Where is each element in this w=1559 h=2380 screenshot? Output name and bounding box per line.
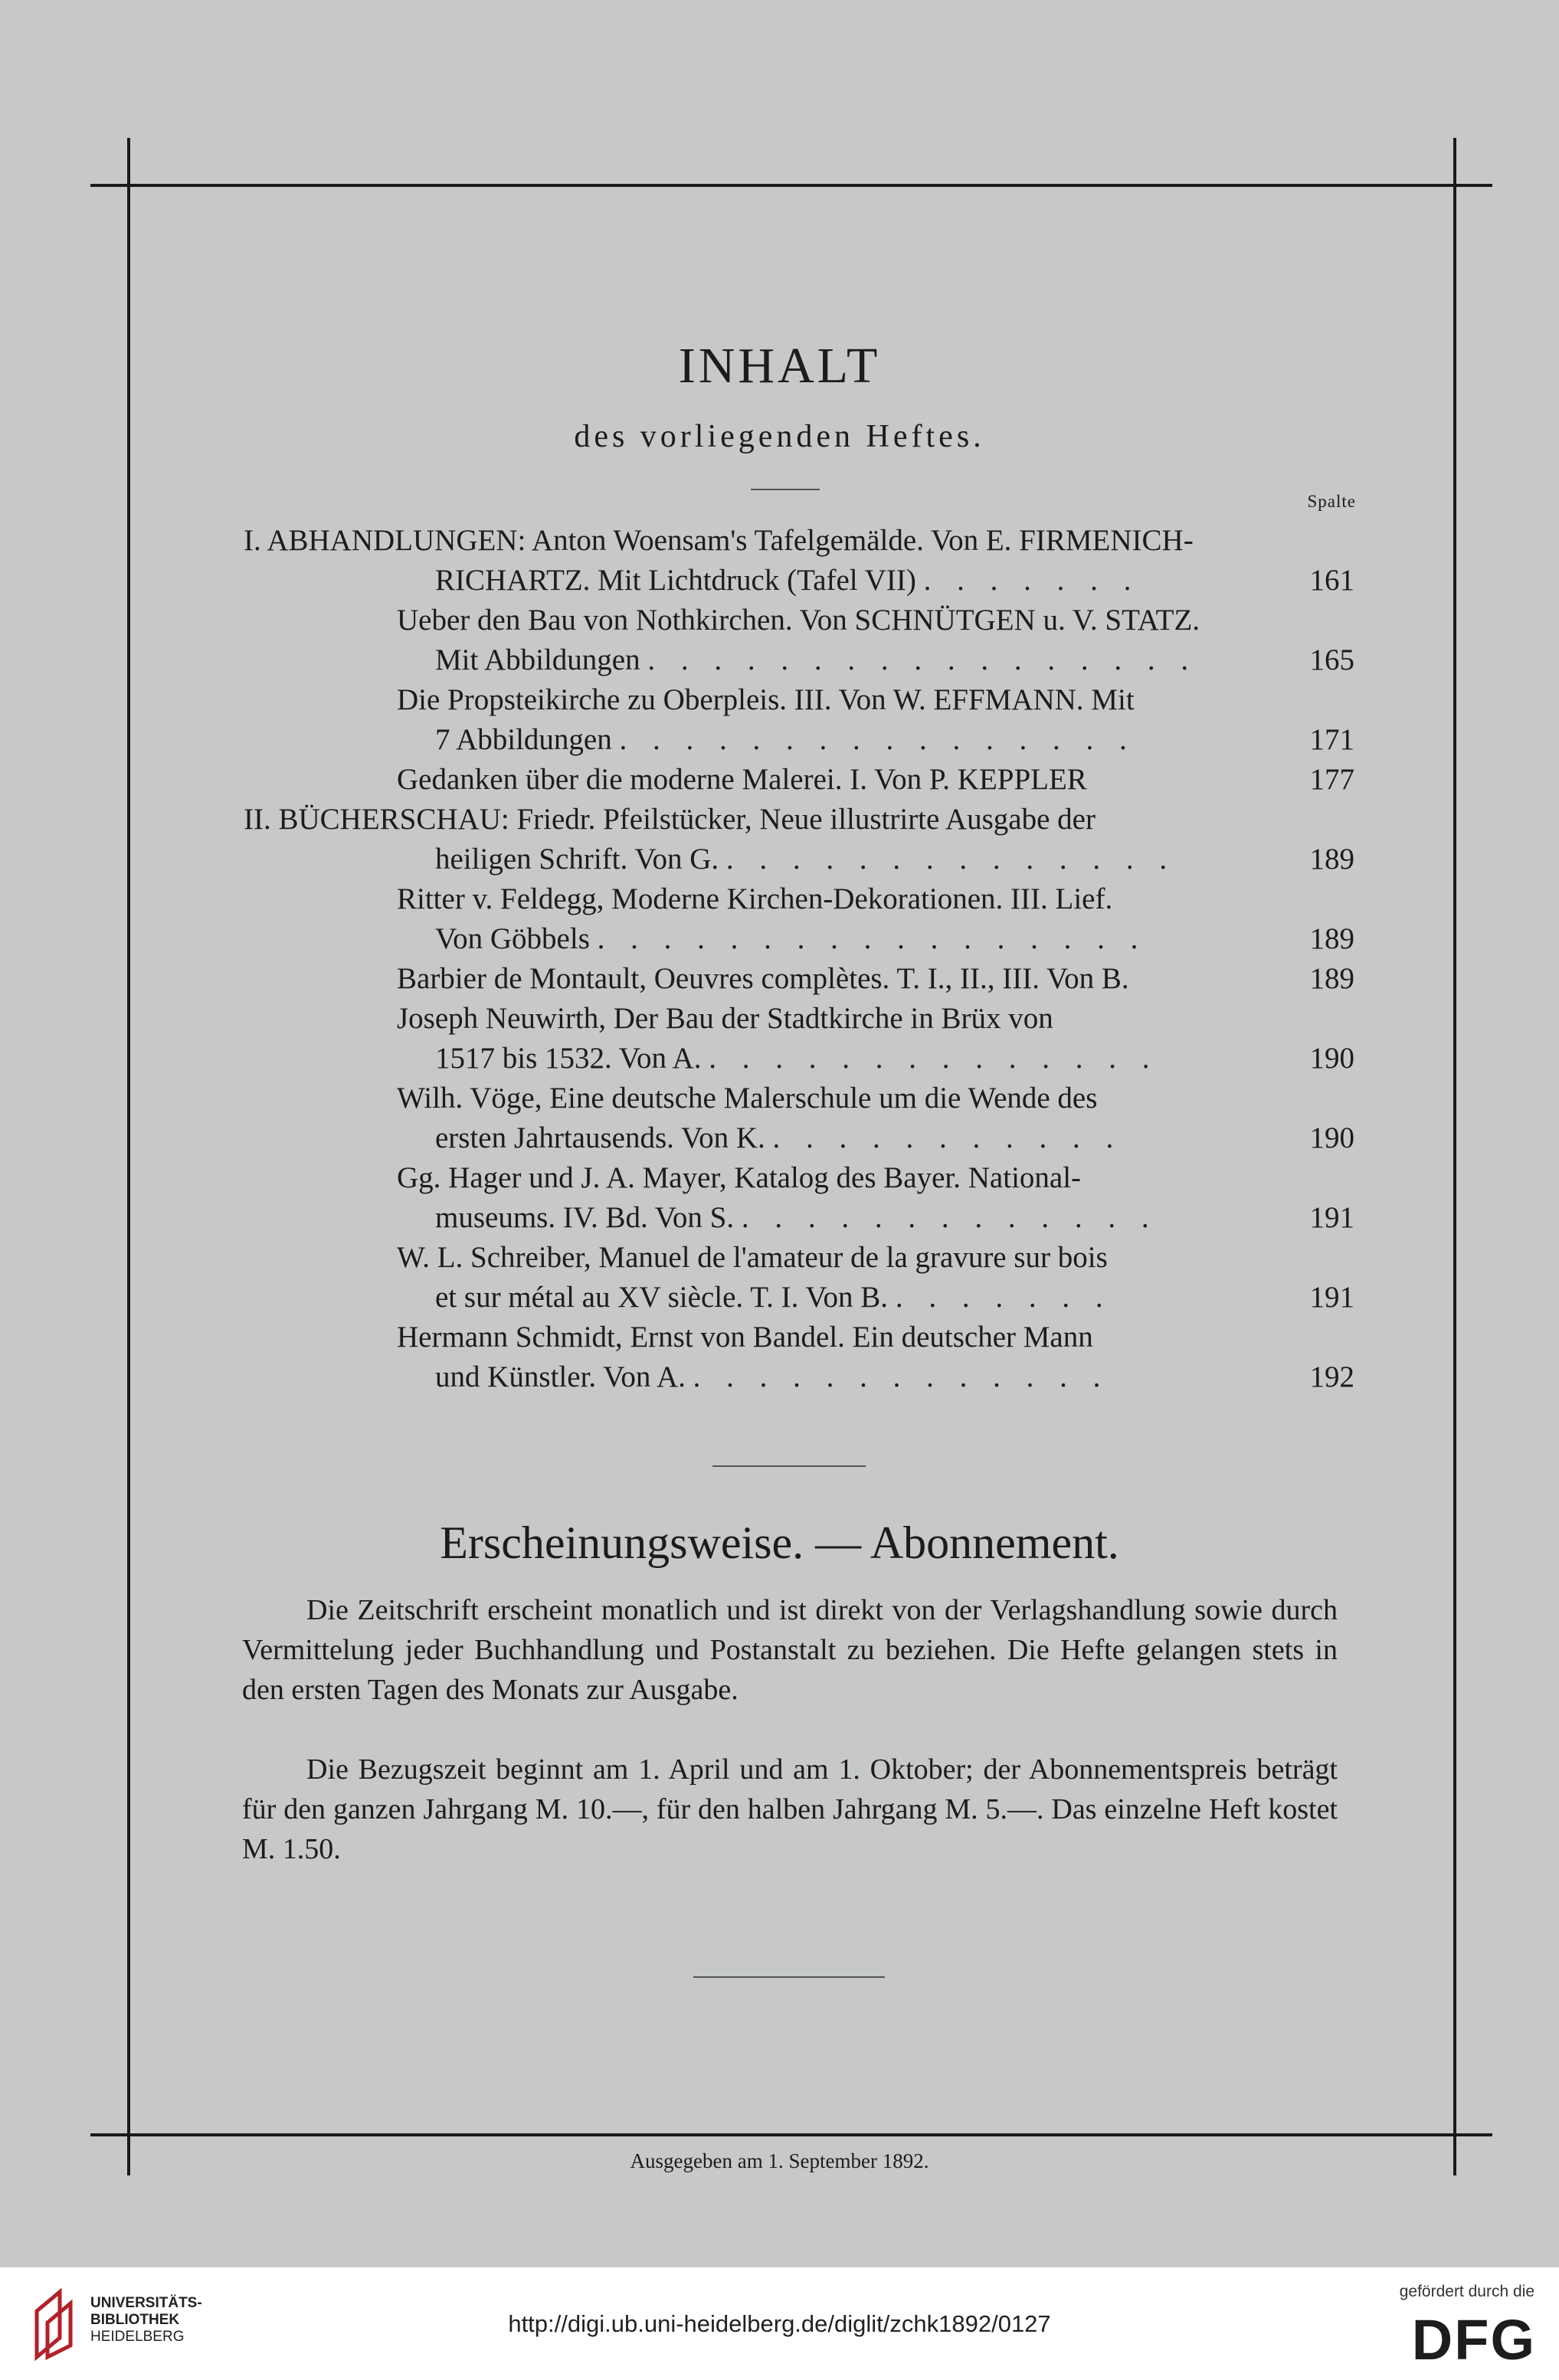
toc-entry-text: W. L. Schreiber, Manuel de l'amateur de la gravure sur bois (397, 1241, 1108, 1274)
toc-entry-text: II. BÜCHERSCHAU: Friedr. Pfeilstücker, Neue illustrirte Ausgabe der (244, 803, 1096, 836)
toc-entry (244, 959, 1354, 999)
toc-page-number: 192 (1309, 1360, 1354, 1393)
funder-label: gefördert durch die (1399, 2283, 1534, 2300)
toc-entry-text: Die Propsteikirche zu Oberpleis. III. Von W. EFFMANN. Mit (397, 683, 1135, 716)
bottom-rule (90, 2133, 1492, 2136)
toc-page-number: 171 (1309, 723, 1354, 756)
toc-page-number: 191 (1309, 1281, 1354, 1314)
toc-entry (244, 760, 1354, 800)
toc-page-number: 161 (1309, 564, 1354, 597)
toc-entry: Gg. Hager und J. A. Mayer, Katalog des Bayer. National- museums. IV. Bd. Von S. . . . . . . . . . . . . . 191 (244, 1158, 1354, 1238)
toc-page-number: 190 (1309, 1121, 1354, 1154)
toc-entry: Joseph Neuwirth, Der Bau der Stadtkirche in Brüx von 1517 bis 1532. Von A. . . . . . . . . . . . . . . 190 (244, 999, 1354, 1079)
toc-page-number: 177 (1309, 763, 1354, 796)
toc-entry-text: Mit Abbildungen (435, 643, 640, 676)
section-paragraph: Die Zeitschrift erscheint monatlich und ist direkt von der Verlagshandlung sowie durch Vermittelung jeder Buchhandlung und Postanstalt zu beziehen. Die Hefte gelangen stets in den ersten Tagen des Monats zur Ausgabe. (242, 1594, 1338, 1706)
toc-entry-text: Gedanken über die moderne Malerei. I. Von P. KEPPLER (397, 763, 1087, 796)
top-rule (90, 184, 1492, 187)
toc-entry-text: Barbier de Montault, Oeuvres complètes. T. I., II., III. Von B. (397, 962, 1129, 995)
toc-entry-text: Von Göbbels (435, 922, 590, 955)
library-name: UNIVERSITÄTS- BIBLIOTHEK HEIDELBERG (90, 2295, 202, 2345)
toc-entry-text: 7 Abbildungen (435, 723, 612, 756)
toc-entry-text: ersten Jahrtausends. Von K. (435, 1121, 765, 1154)
toc-entry-text: RICHARTZ. Mit Lichtdruck (Tafel VII) (435, 564, 916, 597)
toc-entry: Ueber den Bau von Nothkirchen. Von SCHNÜTGEN u. V. STATZ. Mit Abbildungen . . . . . . . . . . . . . . . . . 165 (244, 601, 1354, 680)
page-title: INHALT (678, 338, 881, 394)
toc-entry-text: Joseph Neuwirth, Der Bau der Stadtkirche in Brüx von (397, 1002, 1053, 1035)
toc-entry-text: Hermann Schmidt, Ernst von Bandel. Ein deutscher Mann (397, 1321, 1093, 1354)
toc-entry-text: und Künstler. Von A. (435, 1360, 686, 1393)
toc-entry: Die Propsteikirche zu Oberpleis. III. Von W. EFFMANN. Mit 7 Abbildungen . . . . . . . . . . . . . . . . 171 (244, 680, 1354, 760)
toc-page-number: 189 (1309, 962, 1354, 995)
toc-page-number: 165 (1309, 643, 1354, 676)
toc-page-number: 189 (1309, 843, 1354, 876)
title-divider (751, 489, 820, 490)
table-of-contents (244, 521, 1354, 1397)
end-ornament (693, 1976, 885, 1978)
toc-entry: Wilh. Vöge, Eine deutsche Malerschule um die Wende des ersten Jahrtausends. Von K. . . . . . . . . . . . 190 (244, 1079, 1354, 1158)
page-subtitle: des vorliegenden Heftes. (574, 419, 985, 454)
toc-entry: Hermann Schmidt, Ernst von Bandel. Ein deutscher Mann und Künstler. Von A. . . . . . . . . . . . . . 192 (244, 1318, 1354, 1397)
toc-entry-text: I. ABHANDLUNGEN: Anton Woensam's Tafelgemälde. Von E. FIRMENICH- (244, 524, 1194, 557)
toc-entry: Ritter v. Feldegg, Moderne Kirchen-Dekorationen. III. Lief. Von Göbbels . . . . . . . . . . . . . . . . . 189 (244, 879, 1354, 959)
toc-page-number: 191 (1309, 1201, 1354, 1234)
toc-entry-text: Ueber den Bau von Nothkirchen. Von SCHNÜTGEN u. V. STATZ. (397, 604, 1200, 637)
toc-entry-text: et sur métal au XV siècle. T. I. Von B. (435, 1281, 889, 1314)
toc-entry-text: Ritter v. Feldegg, Moderne Kirchen-Dekorationen. III. Lief. (397, 882, 1113, 915)
section-title: Erscheinungsweise. — Abonnement. (440, 1517, 1119, 1568)
toc-page-number: 190 (1309, 1042, 1354, 1075)
toc-entry: W. L. Schreiber, Manuel de l'amateur de la gravure sur bois et sur métal au XV siècle. T. I. Von B. . . . . . . . 191 (244, 1238, 1354, 1318)
toc-entry-text: museums. IV. Bd. Von S. (435, 1201, 735, 1234)
column-label: Spalte (1307, 492, 1356, 511)
issue-date: Ausgegeben am 1. September 1892. (630, 2149, 929, 2172)
toc-divider (712, 1465, 866, 1467)
section-paragraph: Die Bezugszeit beginnt am 1. April und am 1. Oktober; der Abonnementspreis beträgt für den ganzen Jahrgang M. 10.—, für den halben Jahrgang M. 5.—. Das einzelne Heft kostet M. 1.50. (242, 1753, 1338, 1865)
toc-entry-text: 1517 bis 1532. Von A. (435, 1042, 702, 1075)
toc-page-number: 189 (1309, 922, 1354, 955)
digital-library-bar (0, 2267, 1559, 2380)
toc-entry: I. ABHANDLUNGEN: Anton Woensam's Tafelgemälde. Von E. FIRMENICH- RICHARTZ. Mit Lichtdruck (Tafel VII) . . . . . . . 161 (244, 521, 1354, 601)
permalink[interactable]: http://digi.ub.uni-heidelberg.de/diglit/zchk1892/0127 (508, 2310, 1051, 2337)
toc-entry-text: Gg. Hager und J. A. Mayer, Katalog des Bayer. National- (397, 1161, 1082, 1194)
toc-entry: II. BÜCHERSCHAU: Friedr. Pfeilstücker, Neue illustrirte Ausgabe der heiligen Schrift. Von G. . . . . . . . . . . . . . . 189 (244, 800, 1354, 879)
dfg-logo: DFG (1411, 2308, 1536, 2372)
toc-entry-text: Wilh. Vöge, Eine deutsche Malerschule um die Wende des (397, 1082, 1098, 1115)
toc-entry-text: heiligen Schrift. Von G. (435, 843, 719, 876)
